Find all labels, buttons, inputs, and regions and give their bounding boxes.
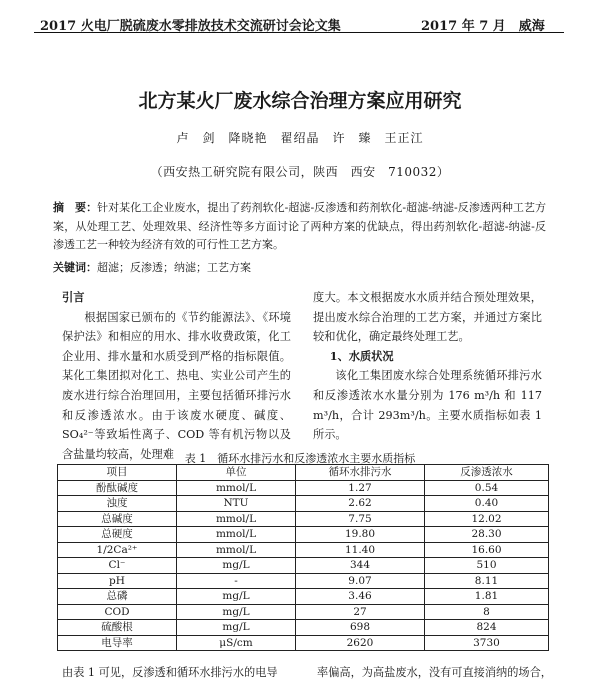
table-cell: 电导率 <box>58 635 177 651</box>
table-cell: 0.54 <box>425 480 549 496</box>
table-cell: 8.11 <box>425 573 549 589</box>
table-cell: 7.75 <box>296 511 425 527</box>
table-cell: 27 <box>296 604 425 620</box>
table-cell: mmol/L <box>177 480 296 496</box>
section-1-heading: 1、水质状况 <box>329 348 394 363</box>
intro-continuation: 度大。本文根据废水水质并结合预处理效果，提出废水综合治理的工艺方案，并通过方案比较和优化，确定最终处理工艺。 <box>313 291 542 344</box>
table-cell: 16.60 <box>425 542 549 558</box>
table-cell: 硫酸根 <box>58 620 177 636</box>
table-cell: 1/2Ca²⁺ <box>58 542 177 558</box>
right-column <box>313 288 542 445</box>
table-cell: 1.27 <box>296 480 425 496</box>
table-cell: 总硬度 <box>58 527 177 543</box>
table-cell: mg/L <box>177 589 296 605</box>
intro-paragraph: 根据国家已颁布的《节约能源法》、《环境保护法》和相应的用水、排水收费政策，化工企业用、排水量和水质受到严格的指标限值。某化工集团拟对化工、热电、实业公司产生的废水进行综合治理回用，主要包括循环排污水和反渗透浓水。由于该废水硬度、碱度、SO₄²⁻等致垢性离子、COD 等有机污物以及含盐量均较高，处理难 <box>62 310 291 461</box>
table-row <box>58 480 549 496</box>
table-cell: mmol/L <box>177 542 296 558</box>
table-cell: 总磷 <box>58 589 177 605</box>
table-cell: 2.62 <box>296 496 425 512</box>
header-rule <box>34 32 564 33</box>
table-cell: NTU <box>177 496 296 512</box>
conference-date-place: 2017 年 7 月 威海 <box>421 19 545 34</box>
table-cell: 698 <box>296 620 425 636</box>
table-cell: mmol/L <box>177 511 296 527</box>
affiliation: （西安热工研究院有限公司，陕西 西安 710032） <box>150 165 450 179</box>
table-row <box>58 511 549 527</box>
table-row <box>58 620 549 636</box>
table-cell: 11.40 <box>296 542 425 558</box>
intro-heading: 引言 <box>62 290 85 304</box>
table-cell: 9.07 <box>296 573 425 589</box>
table-cell: mg/L <box>177 558 296 574</box>
table-cell: 酚酞碱度 <box>58 480 177 496</box>
abstract-text: 针对某化工企业废水，提出了药剂软化-超滤-反渗透和药剂软化-超滤-纳滤-反渗透两种工艺方案，从处理工艺、处理效果、经济性等多方面讨论了两种方案的优缺点，得出药剂软化-超滤-纳滤-反渗透工艺一种较为经济有效的可行性工艺方案。 <box>53 201 546 251</box>
table-cell: 19.80 <box>296 527 425 543</box>
table-cell: pH <box>58 573 177 589</box>
table-row <box>58 573 549 589</box>
table-cell: 8 <box>425 604 549 620</box>
table-header-row <box>58 465 549 481</box>
left-column <box>62 288 291 464</box>
table-cell: 12.02 <box>425 511 549 527</box>
running-header <box>0 0 600 34</box>
table-row <box>58 604 549 620</box>
table-cell: 28.30 <box>425 527 549 543</box>
table-cell: 总碱度 <box>58 511 177 527</box>
table-cell: μS/cm <box>177 635 296 651</box>
table-cell: mg/L <box>177 604 296 620</box>
column-header: 项目 <box>58 465 177 481</box>
abstract-label: 摘 要： <box>53 201 98 214</box>
column-header: 单位 <box>177 465 296 481</box>
table-row <box>58 635 549 651</box>
table-cell: 510 <box>425 558 549 574</box>
table-row <box>58 589 549 605</box>
table-cell: 3730 <box>425 635 549 651</box>
table-cell: 0.40 <box>425 496 549 512</box>
table-cell: mmol/L <box>177 527 296 543</box>
table-row <box>58 558 549 574</box>
table-row <box>58 527 549 543</box>
table-cell: 824 <box>425 620 549 636</box>
paper-title: 北方某火厂废水综合治理方案应用研究 <box>138 90 462 112</box>
water-quality-table <box>57 464 549 651</box>
footer-text-left: 由表 1 可见，反渗透和循环水排污水的电导 <box>62 666 278 679</box>
conference-name: 2017 火电厂脱硫废水零排放技术交流研讨会论文集 <box>40 19 341 34</box>
section-1-paragraph: 该化工集团废水综合处理系统循环排污水和反渗透浓水水量分别为 176 m³/h 和 117 m³/h，合计 293m³/h。主要水质指标如表 1 所示。 <box>313 369 542 442</box>
table-cell: 1.81 <box>425 589 549 605</box>
keywords <box>53 259 546 275</box>
column-header: 循环水排污水 <box>296 465 425 481</box>
authors: 卢 剑 降晓艳 翟绍晶 许 臻 王正江 <box>176 131 424 145</box>
column-header: 反渗透浓水 <box>425 465 549 481</box>
table-cell: 浊度 <box>58 496 177 512</box>
table-cell: - <box>177 573 296 589</box>
table-caption: 表 1 循环水排污水和反渗透浓水主要水质指标 <box>184 452 416 465</box>
table-row <box>58 496 549 512</box>
table-cell: 2620 <box>296 635 425 651</box>
table-cell: COD <box>58 604 177 620</box>
abstract <box>53 199 546 255</box>
table-cell: mg/L <box>177 620 296 636</box>
footer-text-right: 率偏高，为高盐废水，没有可直接消纳的场合， <box>317 666 552 679</box>
table-row <box>58 542 549 558</box>
table-cell: Cl⁻ <box>58 558 177 574</box>
keywords-label: 关键词： <box>53 261 97 274</box>
table-cell: 3.46 <box>296 589 425 605</box>
table-cell: 344 <box>296 558 425 574</box>
keywords-text: 超滤；反渗透；纳滤；工艺方案 <box>97 261 251 274</box>
